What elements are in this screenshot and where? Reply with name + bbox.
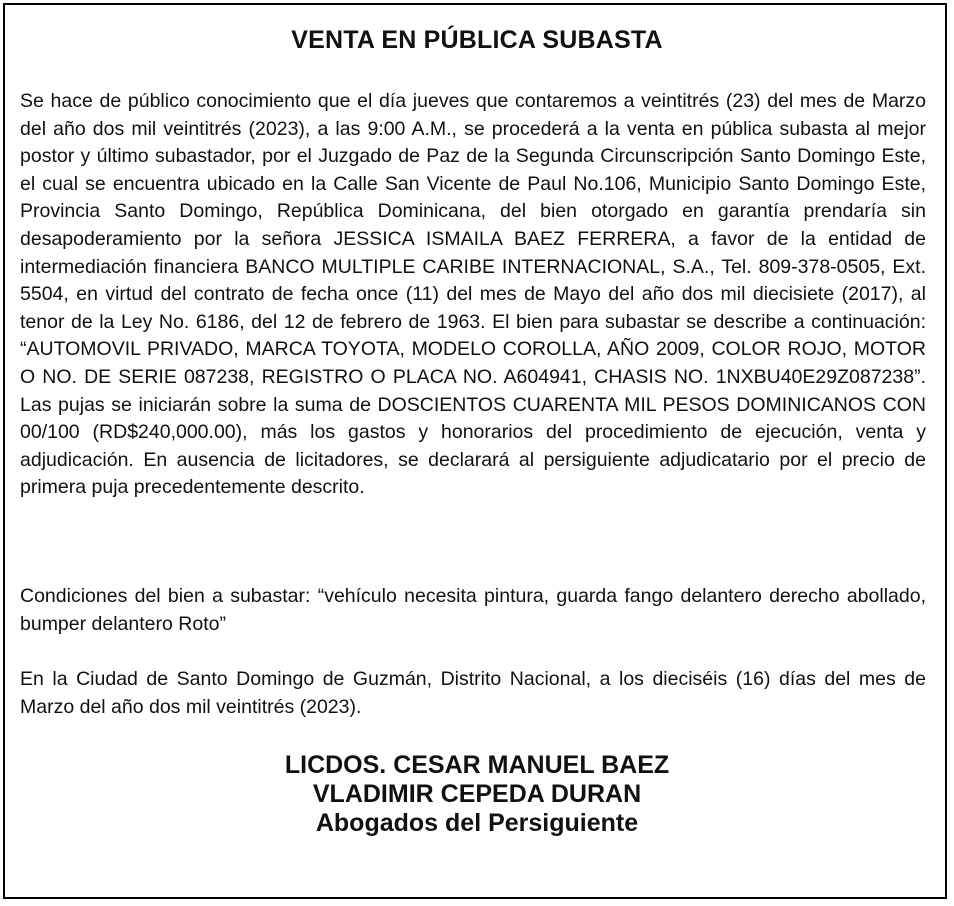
notice-paragraph-main: Se hace de público conocimiento que el día jueves que contaremos a veintitrés (23) del mes de Marzo del año dos mil veintitrés (2023), a las 9:00 A.M., se procederá a la venta en pública subasta al mejor postor y último subastador, por el Juzgado de Paz de la Segunda Circunscripción Santo Domingo Este, el cual se encuentra ubicado en la Calle San Vicente de Paul No.106, Municipio Santo Domingo Este, Provincia Santo Domingo, República Dominicana, del bien otorgado en garantía prendaría sin desapoderamiento por la señora JESSICA ISMAILA BAEZ FERRERA, a favor de la entidad de intermediación financiera BANCO MULTIPLE CARIBE INTERNACIONAL, S.A., Tel. 809-378-0505, Ext. 5504, en virtud del contrato de fecha once (11) del mes de Mayo del año dos mil diecisiete (2017), al tenor de la Ley No. 6186, del 12 de febrero de 1963. El bien para subastar se describe a continuación: “AUTOMOVIL PRIVADO, MARCA TOYOTA, MODELO COROLLA, AÑO 2009, COLOR ROJO, MOTOR O NO. DE SERIE 087238, REGISTRO O PLACA NO. A604941, CHASIS NO. 1NXBU40E29Z087238”. Las pujas se iniciarán sobre la suma de DOSCIENTOS CUARENTA MIL PESOS DOMINICANOS CON 00/100 (RD$240,000.00), más los gastos y honorarios del procedimiento de ejecución, venta y adjudicación. En ausencia de licitadores, se declarará al persiguiente adjudicatario por el precio de primera puja precedentemente descrito. [20,90,926,499]
signature-line-second-lawyer: VLADIMIR CEPEDA DURAN [312,780,642,808]
notice-paragraph-date-place: En la Ciudad de Santo Domingo de Guzmán, Distrito Nacional, a los dieciséis (16) días del mes de Marzo del año dos mil veintitrés (2023). [20,668,926,718]
notice-paragraph-conditions: Condiciones del bien a subastar: “vehículo necesita pintura, guarda fango delantero derecho abollado, bumper delantero Roto” [20,585,926,635]
notice-title: VENTA EN PÚBLICA SUBASTA [291,26,663,54]
signature-line-lawyers: LICDOS. CESAR MANUEL BAEZ [284,751,670,779]
signature-line-role: Abogados del Persiguiente [315,809,639,837]
